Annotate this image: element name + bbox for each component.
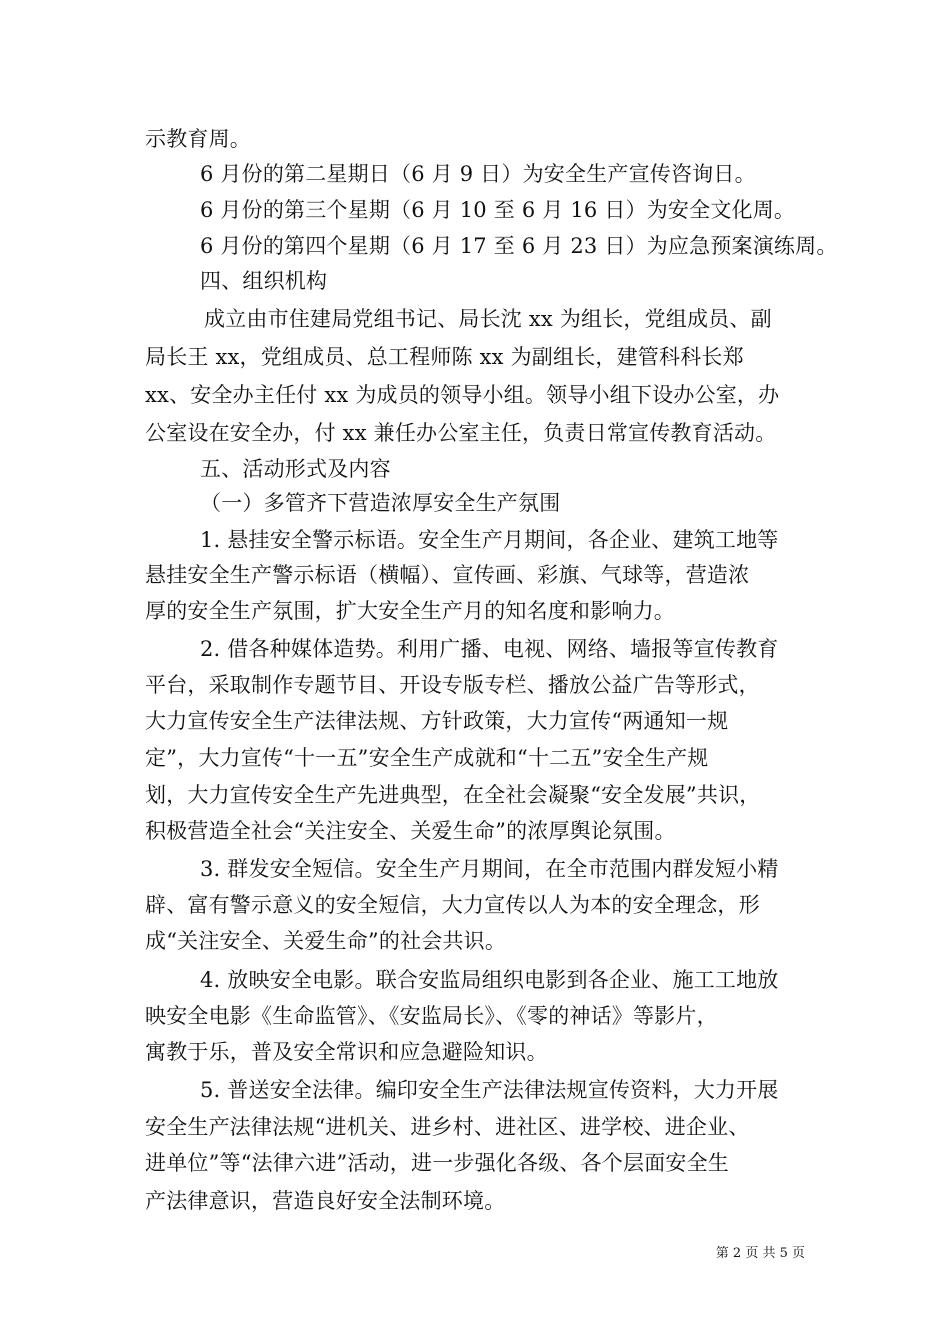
text-line: 6 月份的第三个星期（6 月 10 至 6 月 16 日）为安全文化周。 (200, 198, 796, 222)
text-line: 进单位”等“法律六进”活动，进一步强化各级、各个层面安全生 (145, 1151, 730, 1175)
text-line: 定”，大力宣传“十一五”安全生产成就和“十二五”安全生产规 (145, 746, 709, 770)
page-number: 第 2 页 共 5 页 (715, 1246, 805, 1261)
section-heading: 四、组织机构 (200, 269, 328, 293)
text-line: 5. 普送安全法律。编印安全生产法律法规宣传资料，大力开展 (200, 1078, 779, 1102)
text-line: 1. 悬挂安全警示标语。安全生产月期间，各企业、建筑工地等 (200, 528, 779, 552)
text-line: 划，大力宣传安全生产先进典型，在全社会凝聚“安全发展”共识， (145, 783, 761, 807)
text-line: 4. 放映安全电影。联合安监局组织电影到各企业、施工工地放 (200, 968, 779, 992)
text-line: 示教育周。 (145, 127, 251, 151)
text-line: 产法律意识，营造良好安全法制环境。 (145, 1189, 506, 1213)
text-line: 大力宣传安全生产法律法规、方针政策，大力宣传“两通知一规 (145, 709, 729, 733)
text-line: 成立由市住建局党组书记、局长沈 xx 为组长，党组成员、副 (204, 307, 772, 331)
text-line: 安全生产法律法规“进机关、进乡村、进社区、进学校、进企业、 (145, 1115, 750, 1139)
subsection-heading: （一）多管齐下营造浓厚安全生产氛围 (200, 491, 561, 515)
text-line: 6 月份的第二星期日（6 月 9 日）为安全生产宣传咨询日。 (200, 162, 756, 186)
text-line: 局长王 xx，党组成员、总工程师陈 xx 为副组长，建管科科长郑 (145, 345, 744, 369)
text-line: 寓教于乐，普及安全常识和应急避险知识。 (145, 1040, 548, 1064)
section-heading: 五、活动形式及内容 (200, 457, 391, 481)
text-line: 公室设在安全办，付 xx 兼任办公室主任，负责日常宣传教育活动。 (145, 421, 777, 445)
text-line: 辟、富有警示意义的安全短信，大力宣传以人为本的安全理念，形 (145, 893, 760, 917)
text-line: 成“关注安全、关爱生命”的社会共识。 (145, 929, 507, 953)
text-line: 3. 群发安全短信。安全生产月期间，在全市范围内群发短小精 (200, 857, 779, 881)
text-line: 6 月份的第四个星期（6 月 17 至 6 月 23 日）为应急预案演练周。 (200, 234, 838, 258)
text-line: 平台，采取制作专题节目、开设专版专栏、播放公益广告等形式， (145, 673, 760, 697)
text-line: 映安全电影《生命监管》、《安监局长》、《零的神话》等影片， (145, 1004, 718, 1028)
text-line: 悬挂安全生产警示标语（横幅）、宣传画、彩旗、气球等，营造浓 (145, 563, 750, 587)
text-line: 积极营造全社会“关注安全、关爱生命”的浓厚舆论氛围。 (145, 819, 676, 843)
text-line: xx、安全办主任付 xx 为成员的领导小组。领导小组下设办公室，办 (145, 383, 780, 407)
text-line: 2. 借各种媒体造势。利用广播、电视、网络、墙报等宣传教育 (200, 637, 779, 661)
text-line: 厚的安全生产氛围，扩大安全生产月的知名度和影响力。 (145, 599, 675, 623)
